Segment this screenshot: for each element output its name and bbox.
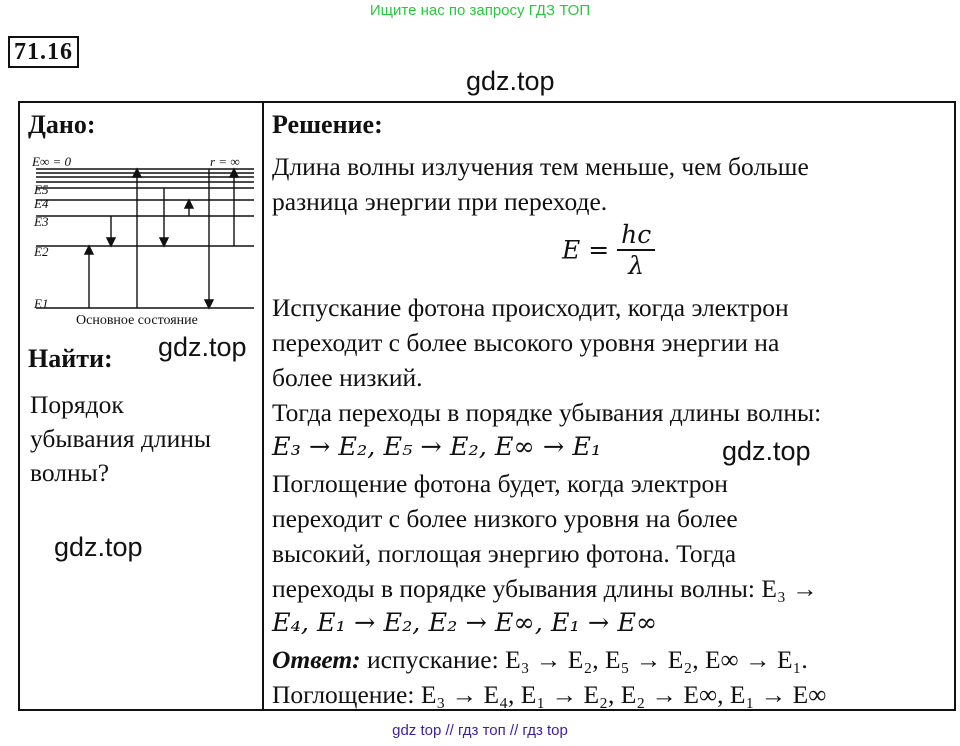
- text-line: Тогда переходы в порядке убывания длины волны:: [272, 398, 822, 427]
- label-e5: E5: [34, 182, 49, 197]
- text-line: более низкий.: [272, 363, 423, 392]
- emission-chain: E₃ → E₂, E₅ → E₂, E∞ → E₁: [272, 432, 602, 462]
- formula-numerator: hc: [617, 220, 655, 251]
- label-r-inf: r = ∞: [210, 154, 240, 169]
- given-title: Дано:: [28, 110, 96, 139]
- task-number: 71.16: [8, 36, 79, 68]
- find-line: волны?: [30, 458, 110, 487]
- formula-lhs: E =: [562, 235, 610, 265]
- watermark: gdz.top: [158, 332, 247, 362]
- watermark: gdz.top: [54, 532, 143, 562]
- label-e-inf: E∞ = 0: [32, 154, 71, 169]
- text-line: переходит с более низкого уровня на более: [272, 504, 738, 533]
- text-line: высокий, поглощая энергию фотона. Тогда: [272, 539, 737, 568]
- solution-title: Решение:: [272, 110, 383, 139]
- text-line: Длина волны излучения тем меньше, чем больше: [272, 152, 809, 181]
- label-e2: E2: [34, 244, 49, 259]
- formula-denominator: λ: [628, 251, 645, 280]
- formula: [562, 220, 655, 280]
- label-e3: E3: [34, 214, 49, 229]
- energy-level-diagram: [24, 148, 260, 332]
- find-line: убывания длины: [30, 424, 212, 453]
- text-line: разница энергии при переходе.: [272, 187, 608, 216]
- watermark: gdz.top: [722, 436, 811, 466]
- column-divider: [262, 101, 264, 711]
- text-line: Испускание фотона происходит, когда электрон: [272, 293, 789, 322]
- answer-line: [272, 642, 826, 677]
- watermark: gdz.top: [466, 66, 555, 96]
- find-title: Найти:: [28, 344, 113, 373]
- answer-block: [272, 642, 826, 712]
- text-line: Поглощение фотона будет, когда электрон: [272, 469, 728, 498]
- label-ground-state: Основное состояние: [76, 313, 198, 328]
- answer-label: Ответ:: [272, 645, 361, 674]
- solution-paragraph-3: [272, 466, 818, 641]
- label-e1: E1: [34, 296, 49, 311]
- find-text: [30, 388, 211, 490]
- solution-paragraph-1: [272, 149, 809, 219]
- text-line: переходы в порядке убывания длины волны: E₃ →: [272, 574, 818, 603]
- solution-paragraph-2: [272, 290, 821, 465]
- answer-absorption: Поглощение: E₃ → E₄, E₁ → E₂, E₂ → E∞, E₁ → E∞: [272, 680, 827, 709]
- answer-emission: испускание: E₃ → E₂, E₅ → E₂, E∞ → E₁.: [360, 645, 808, 674]
- label-e4: E4: [34, 196, 49, 211]
- formula-fraction: [617, 220, 655, 280]
- footer-links[interactable]: gdz top // гдз топ // гдз top: [392, 722, 568, 739]
- find-line: Порядок: [30, 390, 124, 419]
- absorption-chain: E₄, E₁ → E₂, E₂ → E∞, E₁ → E∞: [272, 608, 658, 638]
- text-line: переходит с более высокого уровня энергии на: [272, 328, 780, 357]
- top-banner[interactable]: Ищите нас по запросу ГДЗ ТОП: [369, 2, 591, 19]
